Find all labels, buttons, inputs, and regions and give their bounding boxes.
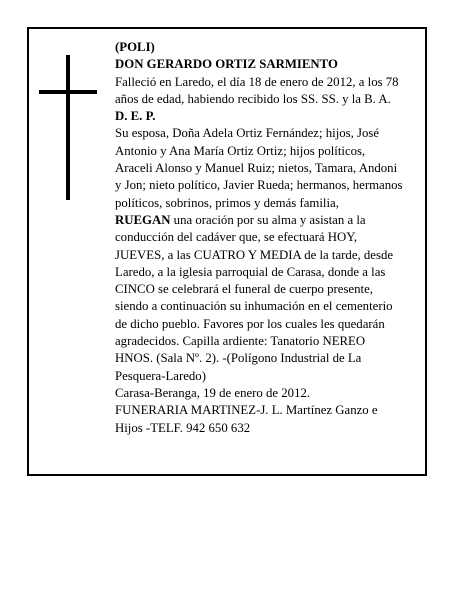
family-line: políticos, sobrinos, primos y demás familia, xyxy=(115,195,339,210)
obituary-notice xyxy=(27,27,427,476)
death-line: Falleció en Laredo, el día 18 de enero de 2012, a los 78 xyxy=(115,74,399,89)
request-line xyxy=(115,212,421,229)
family-line: Araceli Alonso y Manuel Ruiz; nietos, Tamara, Andoni xyxy=(115,161,398,176)
place-date: Carasa-Beranga, 19 de enero de 2012. xyxy=(115,385,311,400)
deceased-alias: (POLI) xyxy=(115,40,155,54)
funeral-line: HNOS. (Sala Nº. 2). -(Polígono Industrial de La xyxy=(115,351,362,366)
funeral-line: CINCO se celebrará el funeral de cuerpo presente, xyxy=(115,282,373,297)
cross-vertical-bar xyxy=(66,55,70,200)
funeral-home-line: FUNERARIA MARTINEZ-J. L. Martínez Ganzo e xyxy=(115,403,378,418)
obituary-text xyxy=(115,39,421,437)
funeral-line: conducción del cadáver que, se efectuará HOY, xyxy=(115,230,358,245)
funeral-line: de dicho pueblo. Favores por los cuales les quedarán xyxy=(115,316,385,331)
rip-abbreviation: D. E. P. xyxy=(115,109,156,124)
funeral-line: JUEVES, a las CUATRO Y MEDIA de la tarde, desde xyxy=(115,247,394,262)
family-line: y Jon; nieto político, Javier Rueda; hermanos, hermanos xyxy=(115,178,403,193)
funeral-home-line: Hijos -TELF. 942 650 632 xyxy=(115,420,251,435)
request-text: una oración por su alma y asistan a la xyxy=(170,212,366,227)
deceased-name: DON GERARDO ORTIZ SARMIENTO xyxy=(115,57,338,72)
funeral-line: siendo a continuación su inhumación en el cementerio xyxy=(115,299,393,314)
cross-icon xyxy=(39,55,99,200)
family-line: Antonio y Ana María Ortiz Ortiz; hijos políticos, xyxy=(115,143,366,158)
cross-horizontal-bar xyxy=(39,90,97,94)
request-keyword: RUEGAN xyxy=(115,212,171,227)
death-line: años de edad, habiendo recibido los SS. SS. y la B. A. xyxy=(115,91,391,106)
funeral-line: Pesquera-Laredo) xyxy=(115,368,206,383)
funeral-line: Laredo, a la iglesia parroquial de Carasa, donde a las xyxy=(115,264,386,279)
funeral-line: agradecidos. Capilla ardiente: Tanatorio NEREO xyxy=(115,334,366,349)
family-line: Su esposa, Doña Adela Ortiz Fernández; hijos, José xyxy=(115,126,380,141)
